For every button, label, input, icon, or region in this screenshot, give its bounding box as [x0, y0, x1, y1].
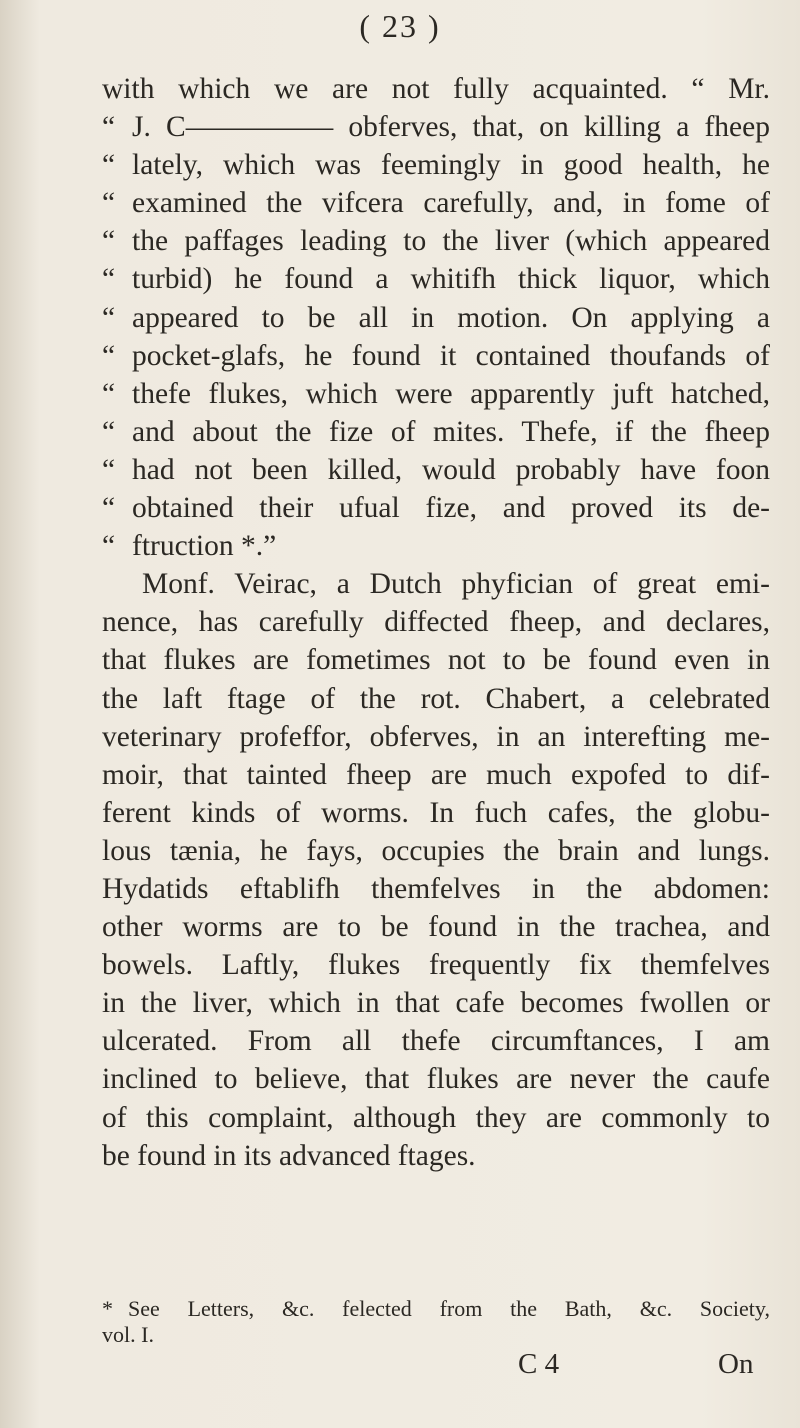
line-text: moir, that tainted fheep are much expofed to dif-: [102, 758, 770, 791]
footnote-marker: *: [102, 1296, 113, 1321]
quote-mark: “: [102, 149, 116, 182]
quote-mark: “: [102, 339, 116, 372]
line-text: obtained their ufual fize, and proved its de-: [132, 492, 770, 525]
line-text: pocket-glafs, he found it contained thoufands of: [132, 339, 770, 372]
line-text: thefe flukes, which were apparently juft hatched,: [132, 377, 770, 410]
text-line: [102, 603, 770, 641]
text-line: [102, 1137, 770, 1175]
quote-mark: “: [102, 225, 116, 258]
text-line: [102, 299, 770, 337]
line-text: inclined to believe, that flukes are never the caufe: [102, 1063, 770, 1096]
quote-mark: “: [102, 111, 116, 144]
text-line: [102, 222, 770, 260]
text-line: [102, 718, 770, 756]
text-line: [102, 413, 770, 451]
line-text: be found in its advanced ftages.: [102, 1139, 476, 1172]
text-line: [102, 794, 770, 832]
quote-mark: “: [102, 263, 116, 296]
footnote-line: [102, 1296, 770, 1322]
line-text: bowels. Laftly, flukes frequently fix themfelves: [102, 949, 770, 982]
text-line: [102, 908, 770, 946]
text-line: [102, 108, 770, 146]
text-line: [102, 527, 770, 565]
line-text: examined the vifcera carefully, and, in fome of: [132, 187, 770, 220]
line-text: turbid) he found a whitifh thick liquor, which: [132, 263, 770, 296]
text-line: [102, 1060, 770, 1098]
footnote-volume: vol. I.: [102, 1322, 154, 1347]
line-text: the paffages leading to the liver (which appeared: [132, 225, 770, 258]
quote-mark: “: [102, 301, 116, 334]
text-line: [102, 756, 770, 794]
text-line: [102, 70, 770, 108]
text-line: [102, 260, 770, 298]
quote-mark: “: [102, 377, 116, 410]
line-text: had not been killed, would probably have foon: [132, 453, 770, 486]
line-text: the laft ftage of the rot. Chabert, a celebrated: [102, 682, 770, 715]
line-text: other worms are to be found in the trachea, and: [102, 911, 770, 944]
text-line: [102, 451, 770, 489]
line-text: and about the fize of mites. Thefe, if the fheep: [132, 415, 770, 448]
line-text: in the liver, which in that cafe becomes fwollen or: [102, 987, 770, 1020]
quote-mark: “: [102, 187, 116, 220]
text-line: [102, 489, 770, 527]
text-line: [102, 680, 770, 718]
quote-mark: “: [102, 492, 116, 525]
line-text: J. C————— obferves, that, on killing a fheep: [132, 111, 770, 144]
text-line: [102, 565, 770, 603]
body-text: [102, 70, 770, 1175]
line-text: ulcerated. From all thefe circumftances, I am: [102, 1025, 770, 1058]
line-text: Hydatids eftablifh themfelves in the abdomen:: [102, 872, 770, 905]
line-text: lately, which was feemingly in good health, he: [132, 149, 770, 182]
text-line: [102, 946, 770, 984]
quote-mark: “: [102, 453, 116, 486]
text-line: [102, 984, 770, 1022]
line-text: that flukes are fometimes not to be found even in: [102, 644, 770, 677]
catchword: On: [718, 1348, 754, 1380]
footnote: [102, 1296, 770, 1348]
footnote-text: See Letters, &c. felected from the Bath, &c. Society,: [128, 1296, 770, 1321]
line-text: veterinary profeffor, obferves, in an interefting me-: [102, 720, 770, 753]
quote-mark: “: [102, 530, 116, 563]
line-text: ferent kinds of worms. In fuch cafes, the globu-: [102, 796, 770, 829]
text-line: [102, 641, 770, 679]
line-text: nence, has carefully diffected fheep, and declares,: [102, 606, 770, 639]
text-line: [102, 375, 770, 413]
printer-signature: C 4: [518, 1348, 560, 1380]
text-line: [102, 1022, 770, 1060]
line-text: appeared to be all in motion. On applying a: [132, 301, 770, 334]
line-text: of this complaint, although they are commonly to: [102, 1101, 770, 1134]
line-text: with which we are not fully acquainted. “ Mr.: [102, 73, 770, 105]
text-line: [102, 146, 770, 184]
page-number-header: ( 23 ): [359, 8, 441, 44]
line-text: Monf. Veirac, a Dutch phyfician of great emi-: [142, 568, 770, 601]
text-line: [102, 832, 770, 870]
text-line: [102, 1099, 770, 1137]
quote-mark: “: [102, 415, 116, 448]
text-line: [102, 337, 770, 375]
line-text: ftruction *.”: [132, 530, 277, 563]
text-line: [102, 184, 770, 222]
line-text: lous tænia, he fays, occupies the brain and lungs.: [102, 834, 770, 867]
text-line: [102, 870, 770, 908]
